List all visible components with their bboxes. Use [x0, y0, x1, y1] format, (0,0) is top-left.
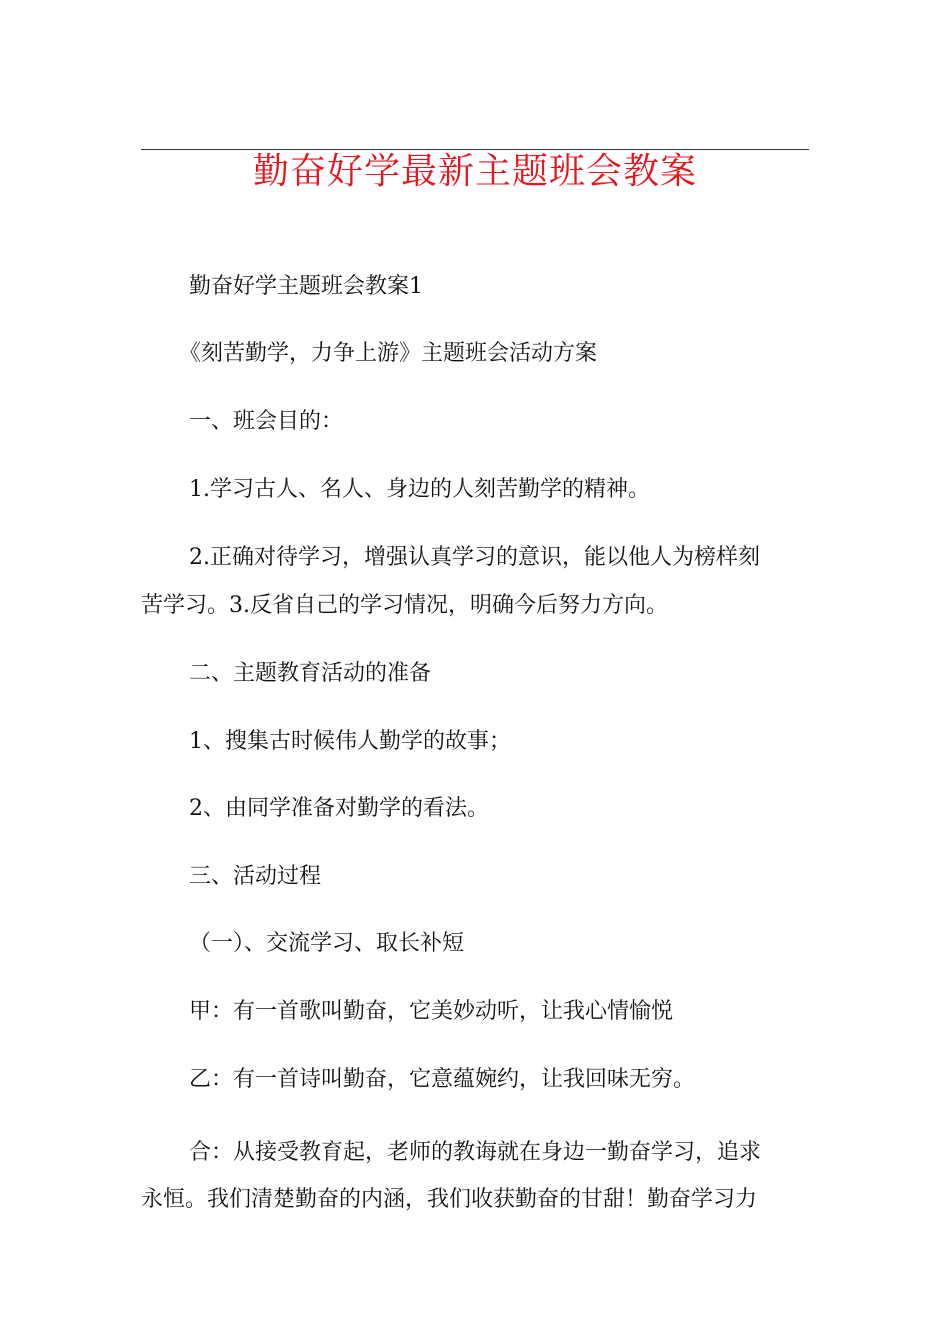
- paragraph-dialogue-he-line-1: 合：从接受教育起，老师的教诲就在身边一勤奋学习，追求: [189, 1140, 762, 1165]
- paragraph-dialogue-he-line-2: 永恒。我们清楚勤奋的内涵，我们收获勤奋的甘甜！勤奋学习力: [141, 1187, 758, 1212]
- paragraph-dialogue-jia: 甲：有一首歌叫勤奋，它美妙动听，让我心情愉悦: [189, 999, 674, 1024]
- document-title: 勤奋好学最新主题班会教案: [252, 151, 697, 192]
- paragraph-goal-1: 1.学习古人、名人、身边的人刻苦勤学的精神。: [189, 477, 650, 502]
- paragraph-section-heading: 勤奋好学主题班会教案1: [189, 274, 423, 299]
- paragraph-goal-heading: 一、班会目的：: [189, 409, 344, 434]
- paragraph-prep-heading: 二、主题教育活动的准备: [189, 661, 432, 686]
- paragraph-dialogue-yi: 乙：有一首诗叫勤奋，它意蕴婉约，让我回味无穷。: [189, 1067, 696, 1092]
- paragraph-process-heading: 三、活动过程: [189, 864, 322, 889]
- paragraph-plan-title: 《刻苦勤学，力争上游》主题班会活动方案: [179, 341, 598, 366]
- paragraph-goal-2-line-2: 苦学习。3.反省自己的学习情况，明确今后努力方向。: [141, 593, 668, 618]
- paragraph-goal-2-line-1: 2.正确对待学习，增强认真学习的意识，能以他人为榜样刻: [189, 545, 760, 570]
- paragraph-process-sub-1: （一）、交流学习、取长补短: [189, 931, 465, 956]
- paragraph-prep-2: 2、由同学准备对勤学的看法。: [189, 796, 489, 821]
- paragraph-prep-1: 1、搜集古时候伟人勤学的故事；: [189, 729, 511, 754]
